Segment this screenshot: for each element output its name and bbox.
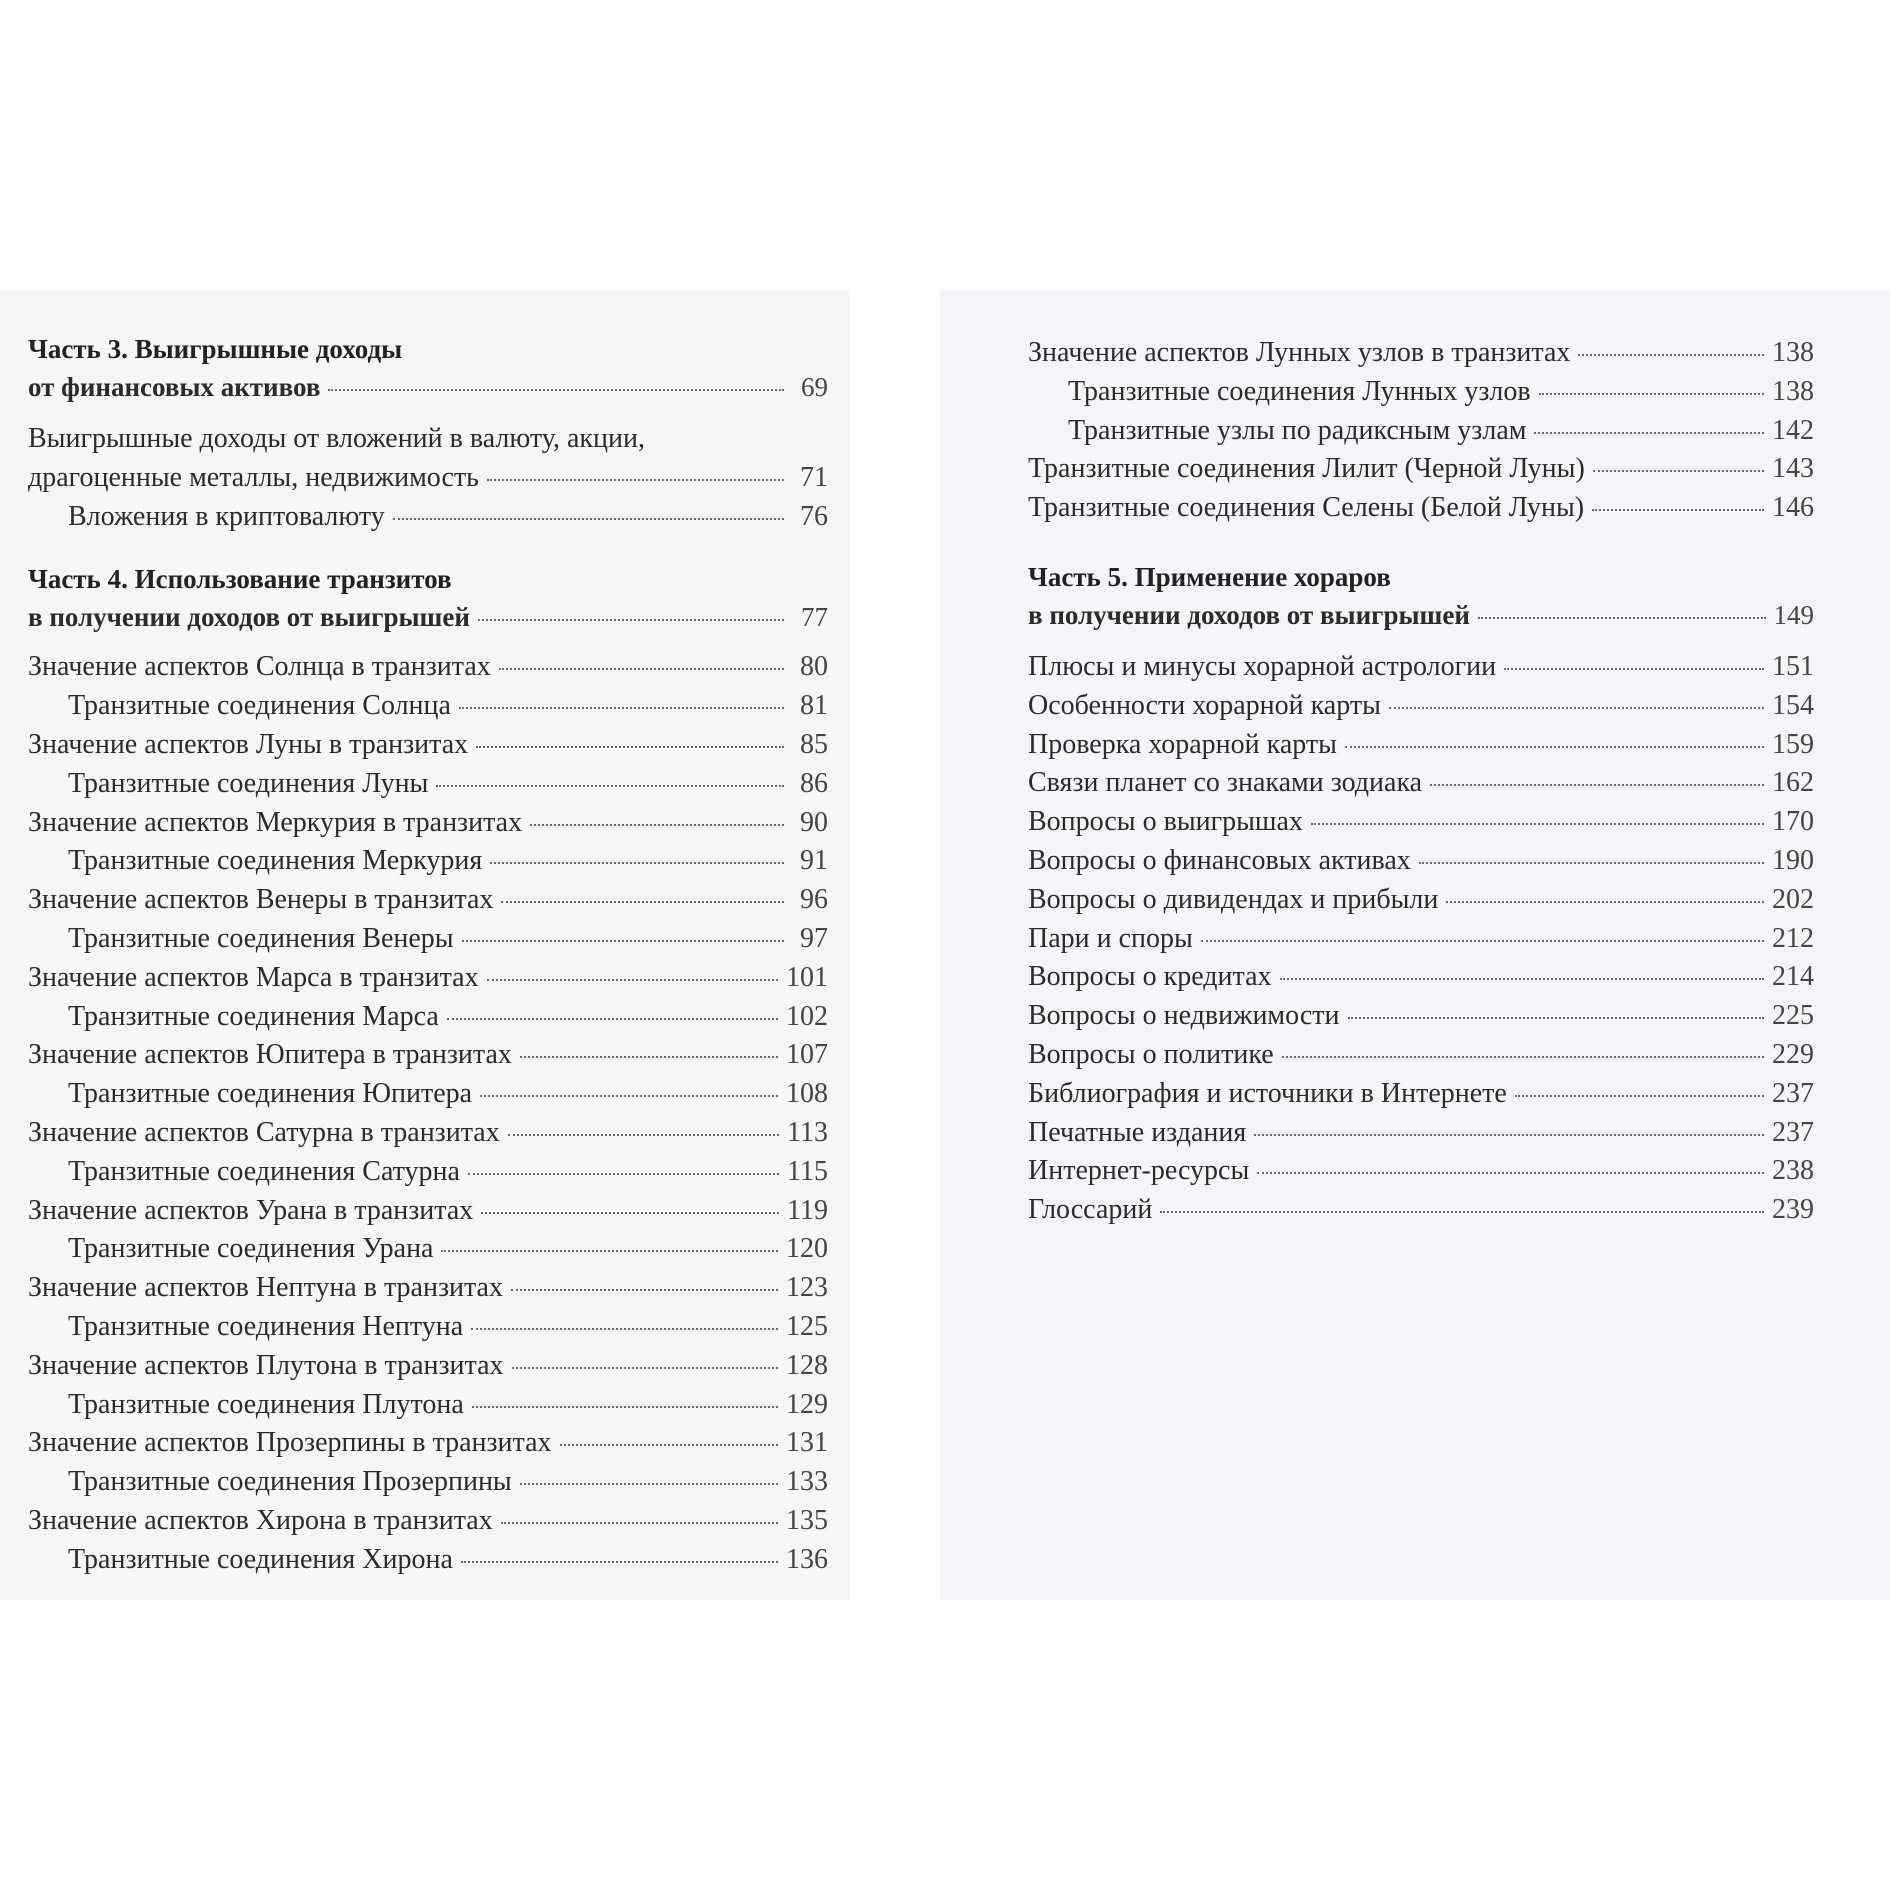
- entry-title: Вопросы о недвижимости: [1028, 1000, 1340, 1032]
- dot-leader: [1446, 901, 1764, 903]
- dot-leader: [472, 1406, 778, 1408]
- toc-entry: [28, 459, 828, 498]
- dot-leader: [487, 479, 784, 481]
- entry-title: Библиография и источники в Интернете: [1028, 1077, 1507, 1109]
- part-3-heading-line1: Часть 3. Выигрышные доходы: [28, 334, 403, 364]
- entry-title: Проверка хорарной карты: [1028, 728, 1337, 760]
- toc-entry[interactable]: [1028, 997, 1814, 1036]
- dot-leader: [499, 668, 784, 670]
- entry-title: Интернет-ресурсы: [1028, 1155, 1250, 1187]
- page-number: 76: [800, 500, 828, 532]
- toc-entry[interactable]: [28, 1230, 828, 1269]
- dot-leader: [459, 707, 784, 709]
- toc-entry[interactable]: [28, 368, 828, 406]
- page-number: 142: [1772, 414, 1814, 446]
- page-number: 212: [1772, 922, 1814, 954]
- dot-leader: [501, 901, 784, 903]
- dot-leader: [490, 862, 784, 864]
- entry-title: Транзитные соединения Плутона: [68, 1388, 464, 1420]
- dot-leader: [1345, 746, 1764, 748]
- page-number: 85: [800, 728, 828, 760]
- page-number: 229: [1772, 1038, 1814, 1070]
- page-number: 97: [800, 922, 828, 954]
- page-number: 190: [1772, 844, 1814, 876]
- toc-entry[interactable]: [1028, 1075, 1814, 1114]
- toc-intro-block[interactable]: [28, 420, 828, 498]
- dot-leader: [476, 746, 784, 748]
- entry-title: Значение аспектов Плутона в транзитах: [28, 1349, 504, 1381]
- page-number: 159: [1772, 728, 1814, 760]
- entry-title: Печатные издания: [1028, 1116, 1247, 1148]
- page-number: 170: [1772, 806, 1814, 838]
- page-number: 214: [1772, 961, 1814, 993]
- dot-leader: [520, 1056, 778, 1058]
- dot-leader: [328, 389, 784, 391]
- page-number: 108: [786, 1078, 828, 1110]
- page-number: 69: [801, 372, 828, 402]
- toc-entry[interactable]: [28, 1269, 828, 1308]
- dot-leader: [560, 1444, 778, 1446]
- toc-entry[interactable]: [28, 1424, 828, 1463]
- toc-entry[interactable]: [28, 1502, 828, 1541]
- page-number: 113: [787, 1116, 828, 1148]
- dot-leader: [1478, 617, 1766, 619]
- page-number: 149: [1773, 599, 1814, 630]
- entry-title: Значение аспектов Урана в транзитах: [28, 1194, 474, 1226]
- entry-title: Транзитные соединения Лунных узлов: [1068, 375, 1531, 407]
- toc-entry[interactable]: [28, 1347, 828, 1386]
- dot-leader: [478, 619, 784, 621]
- toc-entry[interactable]: [1028, 920, 1814, 959]
- dot-leader: [441, 1250, 778, 1252]
- toc-entry[interactable]: [1028, 842, 1814, 881]
- dot-leader: [480, 1095, 778, 1097]
- entry-title: Транзитные соединения Нептуна: [68, 1310, 464, 1342]
- right-top-list: [1028, 334, 1814, 528]
- toc-entry[interactable]: [1028, 596, 1814, 634]
- dot-leader: [1348, 1017, 1765, 1019]
- toc-entry[interactable]: [1028, 648, 1814, 687]
- toc-entry[interactable]: [28, 1036, 828, 1075]
- entry-title: Пари и споры: [1028, 922, 1193, 954]
- entry-title: Транзитные соединения Солнца: [68, 690, 451, 722]
- page-number: 107: [786, 1039, 828, 1071]
- entry-title: Транзитные соединения Сатурна: [68, 1155, 460, 1187]
- entry-title: Глоссарий: [1028, 1194, 1153, 1226]
- dot-leader: [508, 1134, 779, 1136]
- entry-title: Транзитные соединения Венеры: [68, 922, 454, 954]
- entry-title: Транзитные соединения Марса: [68, 1000, 439, 1032]
- entry-title: Транзитные соединения Луны: [68, 767, 429, 799]
- toc-entry[interactable]: [28, 1075, 828, 1114]
- toc-entry[interactable]: [28, 1192, 828, 1231]
- dot-leader: [1534, 432, 1764, 434]
- toc-entry[interactable]: [28, 498, 828, 537]
- entry-title: Значение аспектов Юпитера в транзитах: [28, 1039, 512, 1071]
- dot-leader: [447, 1018, 778, 1020]
- toc-entry[interactable]: [1028, 334, 1814, 373]
- page-number: 135: [786, 1504, 828, 1536]
- page-number: 238: [1772, 1155, 1814, 1187]
- entry-title: Значение аспектов Сатурна в транзитах: [28, 1116, 500, 1148]
- dot-leader: [1254, 1134, 1764, 1136]
- page-number: 125: [786, 1310, 828, 1342]
- toc-entry[interactable]: [28, 959, 828, 998]
- entry-title: Транзитные соединения Меркурия: [68, 845, 483, 877]
- page-number: 129: [786, 1388, 828, 1420]
- page-number: 128: [786, 1349, 828, 1381]
- toc-entry[interactable]: [28, 881, 828, 920]
- entry-title: Транзитные соединения Лилит (Черной Луны): [1028, 453, 1585, 485]
- dot-leader: [1539, 393, 1764, 395]
- part-4-heading-line1: Часть 4. Использование транзитов: [28, 564, 452, 595]
- toc-entry[interactable]: [1028, 373, 1814, 412]
- toc-entry[interactable]: [28, 920, 828, 959]
- entry-title: Значение аспектов Хирона в транзитах: [28, 1504, 493, 1536]
- page-number: 133: [786, 1466, 828, 1498]
- page-number: 86: [800, 767, 828, 799]
- toc-entry[interactable]: [1028, 450, 1814, 489]
- dot-leader: [512, 1367, 778, 1369]
- entry-title: Вопросы о кредитах: [1028, 961, 1272, 993]
- entry-title: Вопросы о финансовых активах: [1028, 844, 1411, 876]
- dot-leader: [1280, 978, 1765, 980]
- intro-line2: драгоценные металлы, недвижимость: [28, 461, 479, 493]
- dot-leader: [1578, 354, 1764, 356]
- page-number: 154: [1772, 689, 1814, 721]
- page-number: 101: [786, 961, 828, 993]
- page-number: 131: [786, 1427, 828, 1459]
- entry-title: Значение аспектов Венеры в транзитах: [28, 884, 494, 916]
- part-5-heading-line1: Часть 5. Применение хораров: [1028, 561, 1391, 592]
- toc-part-3: [28, 330, 828, 406]
- toc-part-5: [1028, 558, 1814, 634]
- page-number: 239: [1772, 1194, 1814, 1226]
- part-3-heading-line2: от финансовых активов: [28, 372, 321, 402]
- toc-entry[interactable]: [1028, 881, 1814, 920]
- entry-title: Особенности хорарной карты: [1028, 689, 1381, 721]
- entry-title: Значение аспектов Солнца в транзитах: [28, 651, 491, 683]
- toc-entry[interactable]: [1028, 1191, 1814, 1230]
- page-number: 138: [1772, 375, 1814, 407]
- entry-title: Транзитные соединения Урана: [68, 1233, 434, 1265]
- page-number: 202: [1772, 883, 1814, 915]
- toc-entry[interactable]: [1028, 803, 1814, 842]
- page-number: 136: [786, 1543, 828, 1575]
- entry-title: Транзитные узлы по радиксным узлам: [1068, 414, 1527, 446]
- right-entry-list: [1028, 648, 1814, 1230]
- part-4-heading-line2: в получении доходов от выигрышей: [28, 602, 470, 633]
- dot-leader: [481, 1212, 779, 1214]
- dot-leader: [1311, 823, 1764, 825]
- intro-line1: Выигрышные доходы от вложений в валюту, акции,: [28, 423, 645, 454]
- page-number: 81: [800, 690, 828, 722]
- entry-title: Транзитные соединения Хирона: [68, 1543, 453, 1575]
- dot-leader: [436, 785, 784, 787]
- left-entry-list: [28, 648, 828, 1579]
- dot-leader: [1160, 1211, 1764, 1213]
- toc-entry[interactable]: [1028, 726, 1814, 765]
- dot-leader: [511, 1289, 778, 1291]
- page-number: 102: [786, 1000, 828, 1032]
- entry-title: Транзитные соединения Юпитера: [68, 1078, 473, 1110]
- toc-entry[interactable]: [1028, 489, 1814, 528]
- page-number: 115: [787, 1155, 828, 1187]
- toc-entry[interactable]: [28, 804, 828, 843]
- entry-title: Вложения в криптовалюту: [68, 500, 385, 532]
- page-number: 143: [1772, 453, 1814, 485]
- part-5-heading-line2: в получении доходов от выигрышей: [1028, 599, 1470, 630]
- dot-leader: [501, 1522, 778, 1524]
- dot-leader: [520, 1483, 778, 1485]
- toc-entry[interactable]: [1028, 687, 1814, 726]
- right-page: [940, 290, 1890, 1600]
- page-number: 225: [1772, 1000, 1814, 1032]
- entry-title: Вопросы о политике: [1028, 1038, 1274, 1070]
- dot-leader: [1504, 668, 1764, 670]
- dot-leader: [1592, 509, 1764, 511]
- entry-title: Связи планет со знаками зодиака: [1028, 767, 1423, 799]
- toc-entry[interactable]: [28, 1541, 828, 1580]
- page-number: 91: [800, 845, 828, 877]
- toc-entry[interactable]: [28, 1153, 828, 1192]
- toc-entry[interactable]: [28, 1386, 828, 1425]
- entry-title: Транзитные соединения Селены (Белой Луны): [1028, 492, 1585, 524]
- entry-title: Вопросы о выигрышах: [1028, 806, 1303, 838]
- entry-title: Значение аспектов Нептуна в транзитах: [28, 1272, 503, 1304]
- toc-entry[interactable]: [28, 1114, 828, 1153]
- page-number: 123: [786, 1272, 828, 1304]
- toc-entry[interactable]: [28, 1308, 828, 1347]
- page-number: 77: [801, 602, 828, 633]
- entry-title: Значение аспектов Марса в транзитах: [28, 961, 479, 993]
- dot-leader: [1419, 862, 1764, 864]
- toc-entry[interactable]: [28, 648, 828, 687]
- page-number: 90: [800, 806, 828, 838]
- entry-title: Транзитные соединения Прозерпины: [68, 1466, 512, 1498]
- page-number: 151: [1772, 650, 1814, 682]
- toc-entry[interactable]: [1028, 1036, 1814, 1075]
- dot-leader: [1593, 470, 1764, 472]
- toc-entry[interactable]: [28, 998, 828, 1037]
- dot-leader: [462, 940, 784, 942]
- toc-entry[interactable]: [1028, 1114, 1814, 1153]
- toc-entry[interactable]: [1028, 764, 1814, 803]
- toc-entry[interactable]: [28, 1463, 828, 1502]
- toc-part-4: [28, 560, 828, 636]
- dot-leader: [1389, 707, 1764, 709]
- page-number: 146: [1772, 492, 1814, 524]
- dot-leader: [530, 824, 784, 826]
- entry-title: Вопросы о дивидендах и прибыли: [1028, 883, 1439, 915]
- toc-entry[interactable]: [28, 598, 828, 636]
- entry-title: Значение аспектов Луны в транзитах: [28, 728, 469, 760]
- toc-entry[interactable]: [28, 726, 828, 765]
- entry-title: Плюсы и минусы хорарной астрологии: [1028, 650, 1497, 682]
- toc-entry[interactable]: [1028, 412, 1814, 451]
- dot-leader: [487, 979, 778, 981]
- page-number: 119: [787, 1194, 828, 1226]
- page-number: 237: [1772, 1116, 1814, 1148]
- toc-entry[interactable]: [28, 765, 828, 804]
- left-page: [0, 290, 850, 1600]
- dot-leader: [1515, 1095, 1764, 1097]
- entry-title: Значение аспектов Меркурия в транзитах: [28, 806, 523, 838]
- page-number: 96: [800, 884, 828, 916]
- dot-leader: [468, 1173, 779, 1175]
- toc-entry[interactable]: [1028, 958, 1814, 997]
- dot-leader: [461, 1561, 778, 1563]
- page-number: 120: [786, 1233, 828, 1265]
- toc-entry[interactable]: [28, 842, 828, 881]
- dot-leader: [1257, 1172, 1764, 1174]
- dot-leader: [471, 1328, 778, 1330]
- entry-title: Значение аспектов Прозерпины в транзитах: [28, 1427, 552, 1459]
- page-number: 162: [1772, 767, 1814, 799]
- toc-entry[interactable]: [1028, 1152, 1814, 1191]
- dot-leader: [1430, 784, 1764, 786]
- entry-title: Значение аспектов Лунных узлов в транзитах: [1028, 337, 1571, 368]
- dot-leader: [1201, 940, 1764, 942]
- page-number: 80: [800, 651, 828, 683]
- page-number: 138: [1772, 337, 1814, 368]
- toc-entry[interactable]: [28, 687, 828, 726]
- page-number: 237: [1772, 1077, 1814, 1109]
- page-number: 71: [800, 461, 828, 493]
- dot-leader: [393, 518, 784, 520]
- dot-leader: [1282, 1056, 1764, 1058]
